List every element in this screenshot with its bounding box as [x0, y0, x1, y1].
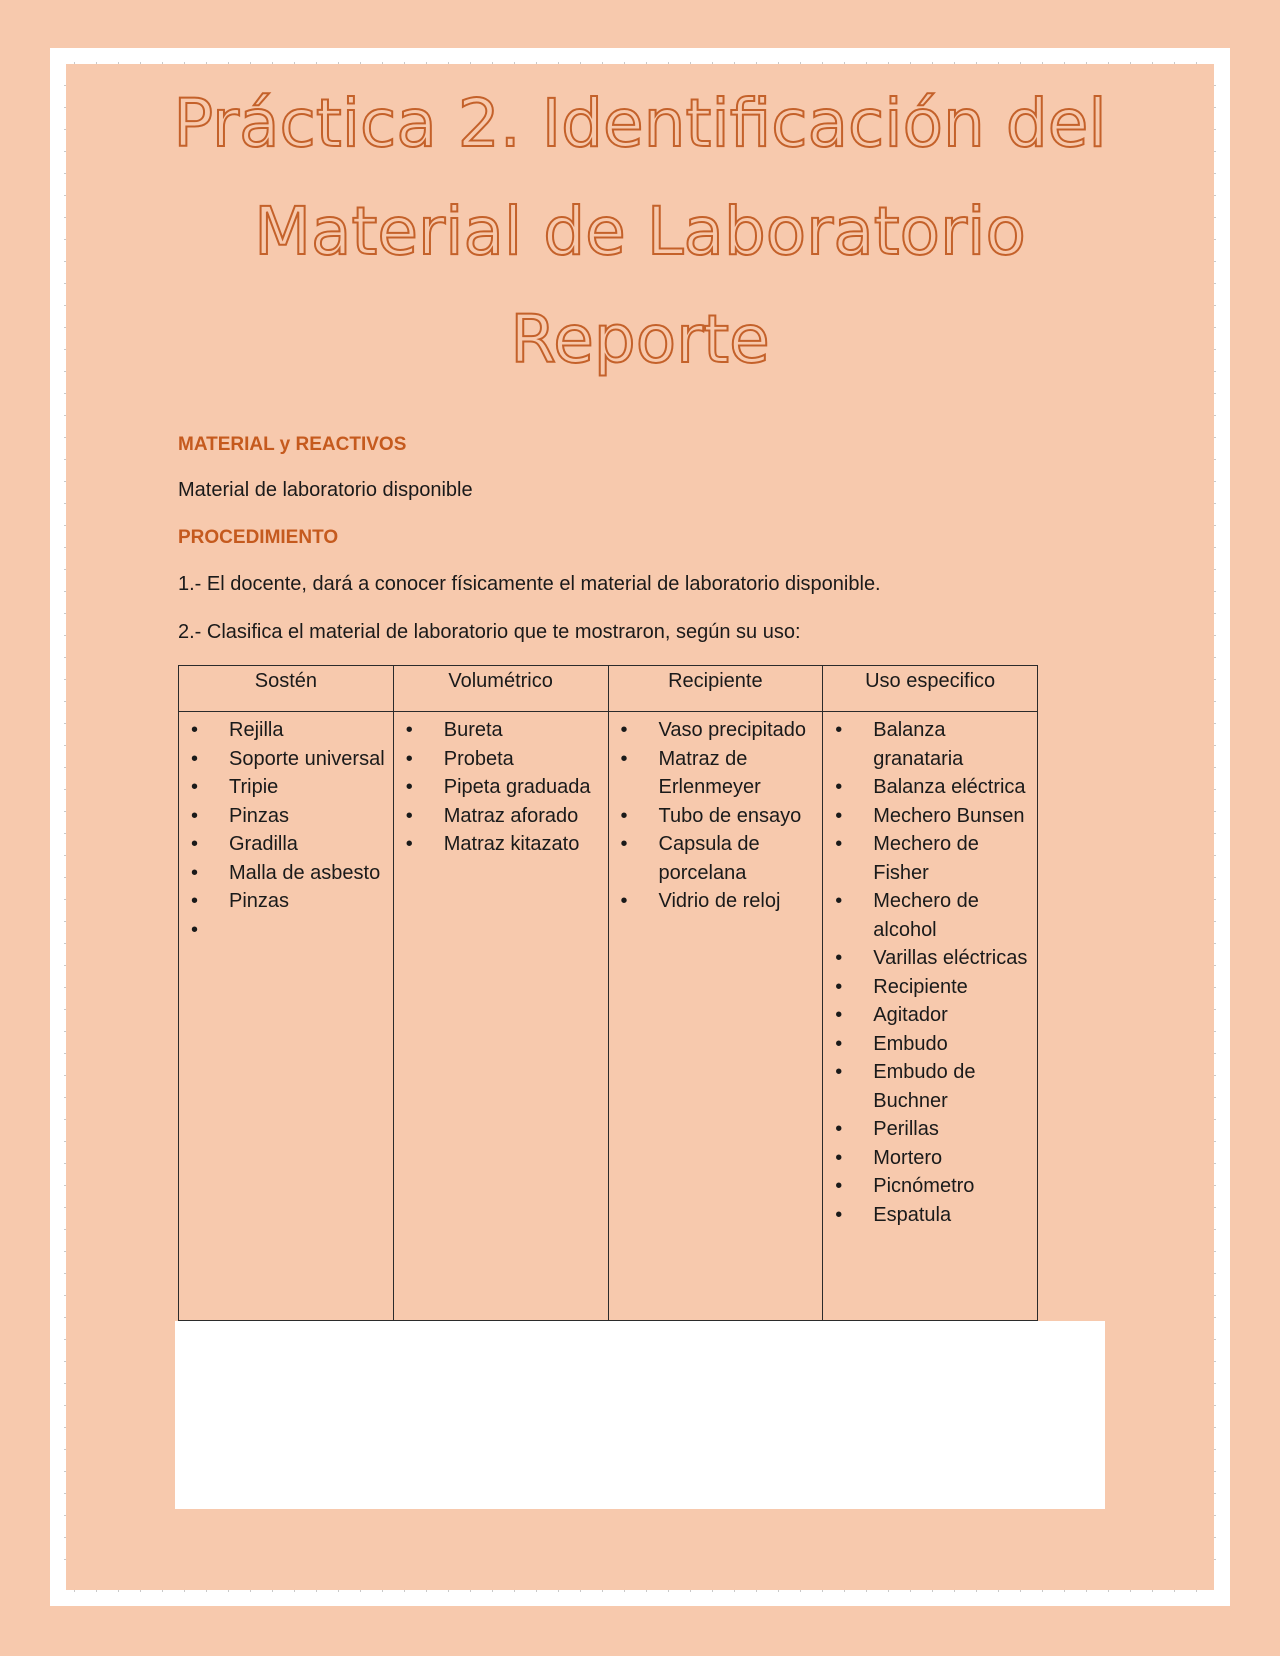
- list-item: • Tubo de ensayo: [621, 802, 817, 831]
- page-title: [66, 70, 1214, 394]
- list-item: • Matraz aforado: [406, 802, 602, 831]
- table-row: [179, 712, 1038, 1321]
- list-item: • Capsula de porcelana: [621, 830, 817, 887]
- materials-text: Material de laboratorio disponible: [178, 479, 473, 501]
- procedure-step-1: 1.- El docente, dará a conocer físicamente el material de laboratorio disponible.: [178, 573, 881, 595]
- procedure-heading: PROCEDIMIENTO: [178, 527, 339, 548]
- list-item: • Mortero: [835, 1144, 1031, 1173]
- list-item: • Gradilla: [191, 830, 387, 859]
- blank-area: [175, 1321, 1105, 1509]
- list-item: • Pinzas: [191, 802, 387, 831]
- column-sosten: [179, 712, 394, 1321]
- list-item: • Matraz de Erlenmeyer: [621, 745, 817, 802]
- column-recipiente: [608, 712, 823, 1321]
- header-recipiente: Recipiente: [608, 666, 823, 712]
- list-item: • Vidrio de reloj: [621, 887, 817, 916]
- header-sosten: Sostén: [179, 666, 394, 712]
- title-line-2: Material de Laboratorio: [254, 193, 1026, 270]
- list-item: • Perillas: [835, 1115, 1031, 1144]
- list-item: • Balanza eléctrica: [835, 773, 1031, 802]
- materials-heading: MATERIAL y REACTIVOS: [178, 434, 407, 455]
- title-line-3: Reporte: [510, 301, 770, 378]
- list-item: • Embudo: [835, 1030, 1031, 1059]
- list-item: • Mechero de alcohol: [835, 887, 1031, 944]
- list-item: • Espatula: [835, 1201, 1031, 1230]
- list-item: • Probeta: [406, 745, 602, 774]
- column-volumetrico: [393, 712, 608, 1321]
- procedure-step-2: 2.- Clasifica el material de laboratorio que te mostraron, según su uso:: [178, 621, 801, 643]
- materials-table: [178, 665, 1038, 1321]
- list-item: • Vaso precipitado: [621, 716, 817, 745]
- list-item: • Rejilla: [191, 716, 387, 745]
- list-item: • Tripie: [191, 773, 387, 802]
- list-item: • Picnómetro: [835, 1172, 1031, 1201]
- list-item: • Malla de asbesto: [191, 859, 387, 888]
- table-header-row: [179, 666, 1038, 712]
- list-item: • Recipiente: [835, 973, 1031, 1002]
- header-uso-especifico: Uso especifico: [823, 666, 1038, 712]
- header-volumetrico: Volumétrico: [393, 666, 608, 712]
- list-item: [191, 916, 387, 945]
- list-item: • Pipeta graduada: [406, 773, 602, 802]
- list-item: • Embudo de Buchner: [835, 1058, 1031, 1115]
- list-item: • Matraz kitazato: [406, 830, 602, 859]
- list-item: • Balanza granataria: [835, 716, 1031, 773]
- list-item: • Agitador: [835, 1001, 1031, 1030]
- column-uso-especifico: [823, 712, 1038, 1321]
- list-item: • Mechero de Fisher: [835, 830, 1031, 887]
- list-item: • Bureta: [406, 716, 602, 745]
- list-item: • Pinzas: [191, 887, 387, 916]
- title-line-1: Práctica 2. Identificación del: [173, 85, 1107, 162]
- list-item: • Soporte universal: [191, 745, 387, 774]
- list-item: • Varillas eléctricas: [835, 944, 1031, 973]
- list-item: • Mechero Bunsen: [835, 802, 1031, 831]
